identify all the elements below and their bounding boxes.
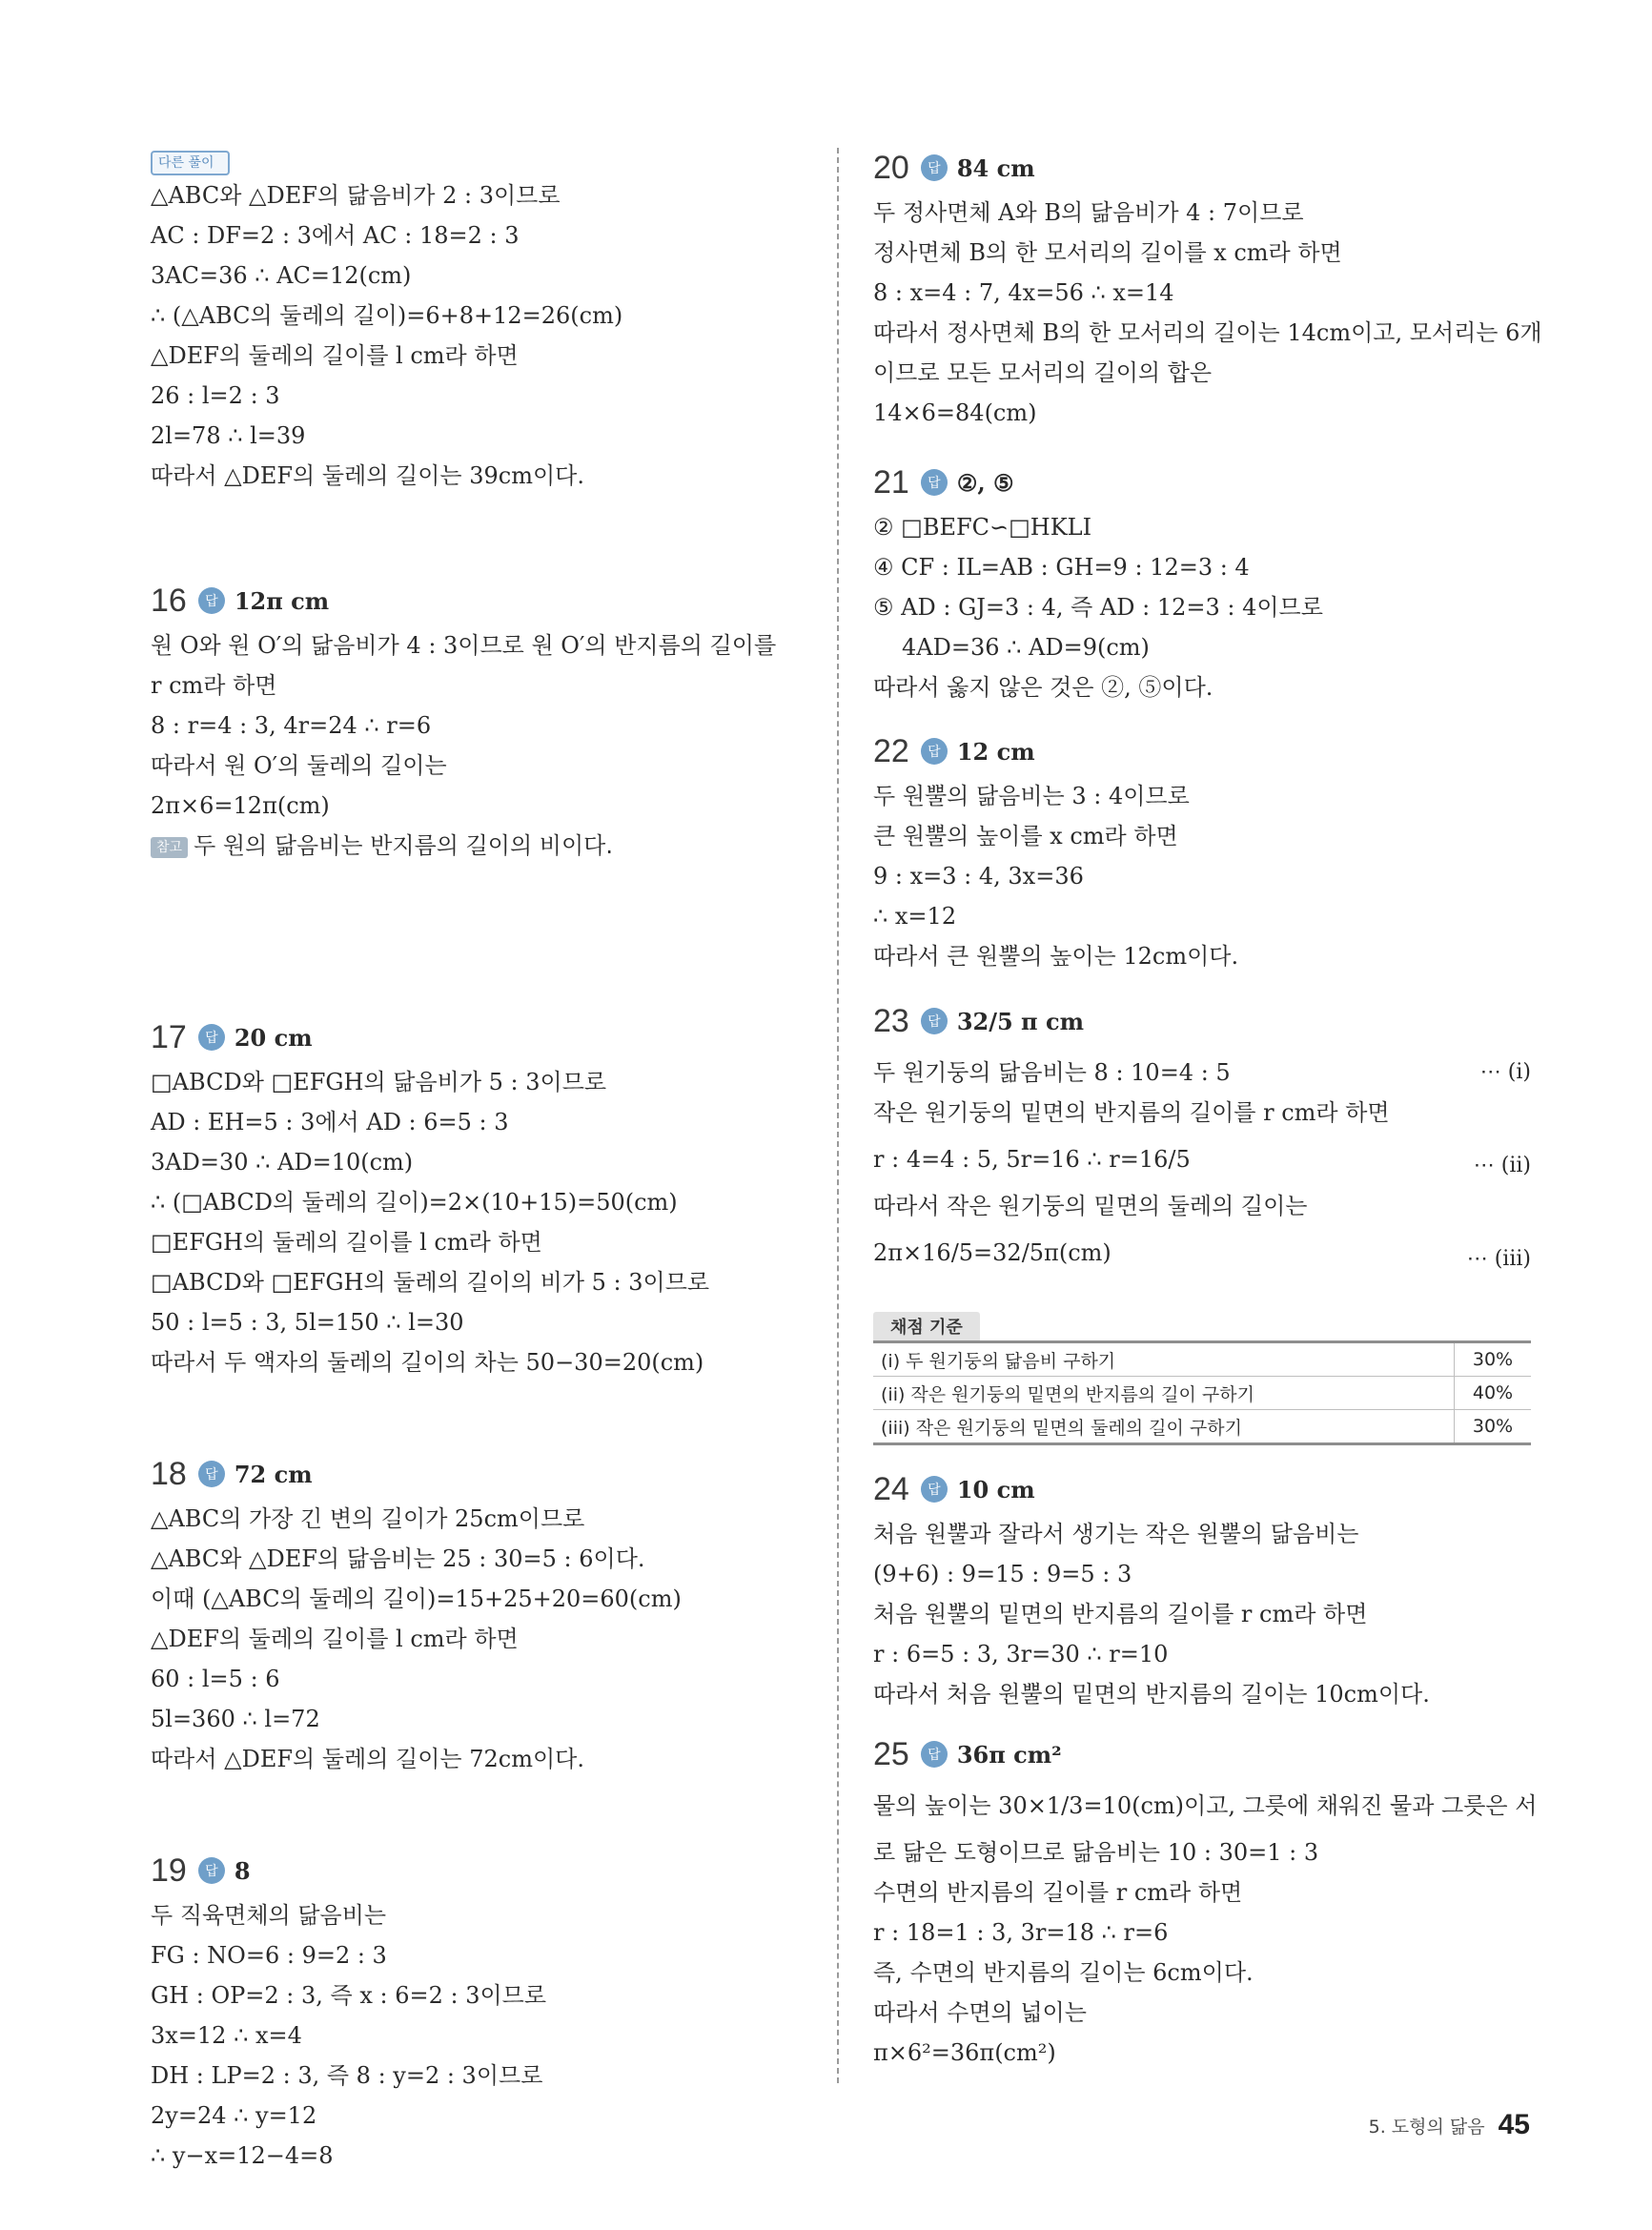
line-text: 두 원기둥의 닮음비는 8 : 10=4 : 5 [873,1059,1231,1086]
answer-icon: 답 [921,469,948,496]
step-mark: ⋯ (iii) [1466,1247,1531,1271]
answer-icon: 답 [921,738,948,765]
text-line: 따라서 원 O′의 둘레의 길이는 [151,752,447,779]
text-line: 두 원뿔의 닮음비는 3 : 4이므로 [873,783,1190,809]
text-line: FG : NO=6 : 9=2 : 3 [151,1942,387,1969]
text-line: □ABCD와 □EFGH의 닮음비가 5 : 3이므로 [151,1069,607,1095]
text-line: 4AD=36 ∴ AD=9(cm) [902,634,1150,661]
answer-value: 8 [234,1856,251,1885]
answer-value: 84 cm [956,153,1035,182]
problem-number: 18 [151,1455,187,1492]
answer-value: 32/5 π cm [956,1007,1084,1035]
text-line: 2π×6=12π(cm) [151,792,330,819]
text-line: AD : EH=5 : 3에서 AD : 6=5 : 3 [151,1109,509,1135]
grading-row [873,1377,1531,1410]
answer-icon: 답 [921,1741,948,1768]
answer-icon: 답 [921,1008,948,1034]
text-line [873,1133,1531,1186]
text-line: ② □BEFC∽□HKLI [873,514,1092,541]
grading-row [873,1410,1531,1444]
problem-24 [873,1464,1531,1714]
note-line [151,826,808,866]
text-line: 큰 원뿔의 높이를 x cm라 하면 [873,823,1178,849]
problem-19 [151,1846,808,2176]
problem-20 [873,143,1542,433]
text-line: ⑤ AD : GJ=3 : 4, 즉 AD : 12=3 : 4이므로 [873,594,1323,621]
text-line: □EFGH의 둘레의 길이를 l cm라 하면 [151,1229,542,1256]
text-line: 9 : x=3 : 4, 3x=36 [873,863,1084,890]
text-line: 60 : l=5 : 6 [151,1666,280,1692]
text-line: 14×6=84(cm) [873,399,1037,426]
line-text: 2π×16/5=32/5π(cm) [873,1239,1112,1266]
text-line: 따라서 큰 원뿔의 높이는 12cm이다. [873,943,1239,970]
text-line: 50 : l=5 : 3, 5l=150 ∴ l=30 [151,1309,464,1336]
text-line: 따라서 두 액자의 둘레의 길이의 차는 50−30=20(cm) [151,1349,704,1376]
grading-row [873,1342,1531,1377]
text-line: 3x=12 ∴ x=4 [151,2022,302,2049]
text-line: 3AC=36 ∴ AC=12(cm) [151,262,412,289]
text-line: ∴ y−x=12−4=8 [151,2142,334,2169]
text-line: △DEF의 둘레의 길이를 l cm라 하면 [151,1626,519,1652]
text-line [873,1053,1531,1093]
text-line: △ABC와 △DEF의 닮음비는 25 : 30=5 : 6이다. [151,1545,645,1572]
text-line: 26 : l=2 : 3 [151,382,280,409]
grading-percent: 40% [1455,1377,1532,1410]
problem-number: 25 [873,1735,909,1772]
answer-value: 12π cm [234,586,330,615]
text-line: r cm라 하면 [151,672,277,699]
text-line: 두 정사면체 A와 B의 닮음비가 4 : 7이므로 [873,199,1304,226]
text-line: △DEF의 둘레의 길이를 l cm라 하면 [151,342,519,369]
text-line: ∴ x=12 [873,903,957,930]
page-number: 45 [1498,2109,1530,2140]
answer-icon: 답 [921,1476,948,1503]
text-line: 이므로 모든 모서리의 길이의 합은 [873,359,1213,386]
text-line: 로 닮은 도형이므로 닮음비는 10 : 30=1 : 3 [873,1839,1319,1866]
text-line: 5l=360 ∴ l=72 [151,1706,320,1732]
text-line: GH : OP=2 : 3, 즉 x : 6=2 : 3이므로 [151,1982,547,2009]
alt-solution [151,151,808,496]
column-divider [837,148,839,2083]
text-line: 따라서 처음 원뿔의 밑면의 반지름의 길이는 10cm이다. [873,1681,1430,1708]
text-line: r : 6=5 : 3, 3r=30 ∴ r=10 [873,1641,1169,1667]
problem-number: 22 [873,732,909,769]
grading-percent: 30% [1455,1410,1532,1444]
answer-value: 10 cm [956,1475,1035,1504]
text-line: 원 O와 원 O′의 닮음비가 4 : 3이므로 원 O′의 반지름의 길이를 [151,632,777,659]
text-line: 이때 (△ABC의 둘레의 길이)=15+25+20=60(cm) [151,1586,682,1612]
text-line: r : 18=1 : 3, 3r=18 ∴ r=6 [873,1919,1169,1946]
text-line: ∴ (□ABCD의 둘레의 길이)=2×(10+15)=50(cm) [151,1189,678,1216]
section-title: 5. 도형의 닮음 [1368,2116,1485,2138]
grading-percent: 30% [1455,1342,1532,1377]
grading-table [873,1312,1531,1445]
text-line: 2y=24 ∴ y=12 [151,2102,317,2129]
text-line [873,1226,1531,1279]
problem-number: 17 [151,1018,187,1055]
text-line: 따라서 수면의 넓이는 [873,1999,1087,2026]
text-line: 물의 높이는 30×1/3=10(cm)이고, 그릇에 채워진 물과 그릇은 서 [873,1792,1538,1819]
text-line: ∴ (△ABC의 둘레의 길이)=6+8+12=26(cm) [151,302,623,329]
text-line: 정사면체 B의 한 모서리의 길이를 x cm라 하면 [873,239,1342,266]
text-line: (9+6) : 9=15 : 9=5 : 3 [873,1561,1132,1587]
step-mark: ⋯ (i) [1479,1060,1531,1084]
problem-21 [873,458,1531,707]
answer-icon: 답 [198,1461,225,1487]
problem-number: 21 [873,463,909,501]
text-line: 8 : r=4 : 3, 4r=24 ∴ r=6 [151,712,432,739]
grading-label: (iii) 작은 원기둥의 밑면의 둘레의 길이 구하기 [873,1410,1455,1444]
problem-number: 20 [873,149,909,186]
text-line: 처음 원뿔과 잘라서 생기는 작은 원뿔의 닮음비는 [873,1521,1359,1547]
text-line: π×6²=36π(cm²) [873,2039,1056,2066]
answer-value: 36π cm² [956,1740,1062,1769]
text-line: □ABCD와 □EFGH의 둘레의 길이의 비가 5 : 3이므로 [151,1269,710,1296]
note-text: 두 원의 닮음비는 반지름의 길이의 비이다. [194,832,613,859]
problem-18 [151,1449,808,1779]
problem-number: 24 [873,1470,909,1507]
text-line: DH : LP=2 : 3, 즉 8 : y=2 : 3이므로 [151,2062,543,2089]
problem-25 [873,1729,1538,2073]
text-line: 따라서 옳지 않은 것은 ②, ⑤이다. [873,674,1214,701]
answer-icon: 답 [198,1857,225,1884]
step-mark: ⋯ (ii) [1473,1154,1531,1177]
text-line: 즉, 수면의 반지름의 길이는 6cm이다. [873,1959,1254,1986]
text-line: 2l=78 ∴ l=39 [151,422,306,449]
problem-number: 19 [151,1852,187,1889]
text-line: 따라서 △DEF의 둘레의 길이는 39cm이다. [151,462,584,489]
problem-16 [151,576,808,866]
grading-label: (i) 두 원기둥의 닮음비 구하기 [873,1342,1455,1377]
text-line: 따라서 △DEF의 둘레의 길이는 72cm이다. [151,1746,584,1772]
problem-17 [151,1013,808,1382]
answer-icon: 답 [921,154,948,181]
problem-number: 16 [151,582,187,619]
text-line: 따라서 정사면체 B의 한 모서리의 길이는 14cm이고, 모서리는 6개 [873,319,1542,346]
text-line: △ABC와 △DEF의 닮음비가 2 : 3이므로 [151,182,561,209]
text-line: △ABC의 가장 긴 변의 길이가 25cm이므로 [151,1505,585,1532]
grading-title: 채점 기준 [873,1312,980,1340]
grading-label: (ii) 작은 원기둥의 밑면의 반지름의 길이 구하기 [873,1377,1455,1410]
answer-value: 20 cm [234,1023,313,1052]
alt-solution-badge: 다른 풀이 [151,151,230,175]
answer-value: 72 cm [234,1460,313,1488]
line-text: r : 4=4 : 5, 5r=16 ∴ r=16/5 [873,1146,1191,1173]
text-line: 따라서 작은 원기둥의 밑면의 둘레의 길이는 [873,1193,1308,1219]
text-line: AC : DF=2 : 3에서 AC : 18=2 : 3 [151,222,520,249]
text-line: 두 직육면체의 닮음비는 [151,1902,387,1929]
answer-icon: 답 [198,1024,225,1051]
problem-number: 23 [873,1002,909,1039]
text-line: 수면의 반지름의 길이를 r cm라 하면 [873,1879,1243,1906]
text-line: 작은 원기둥의 밑면의 반지름의 길이를 r cm라 하면 [873,1099,1390,1126]
text-line: 처음 원뿔의 밑면의 반지름의 길이를 r cm라 하면 [873,1601,1368,1627]
text-line: 8 : x=4 : 7, 4x=56 ∴ x=14 [873,279,1174,306]
text-line: 3AD=30 ∴ AD=10(cm) [151,1149,414,1176]
answer-value: ②, ⑤ [956,468,1014,497]
problem-22 [873,726,1531,976]
problem-23 [873,990,1531,1439]
page-footer [1369,2109,1530,2141]
note-badge: 참고 [151,837,188,858]
answer-value: 12 cm [956,737,1035,766]
answer-icon: 답 [198,587,225,614]
text-line: ④ CF : IL=AB : GH=9 : 12=3 : 4 [873,554,1250,581]
